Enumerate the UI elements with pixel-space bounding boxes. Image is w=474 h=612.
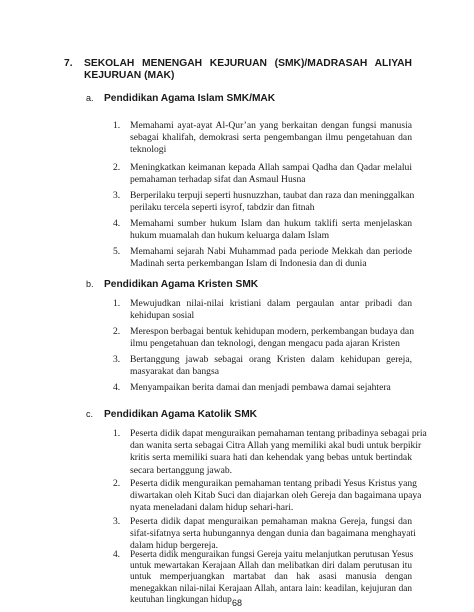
item-number: 5.: [113, 246, 121, 257]
item-line: perilaku tercela seperti isyrof, tabdzir dan fitnah: [130, 202, 315, 214]
subsection-letter: a.: [86, 93, 94, 103]
list-item: [113, 478, 422, 515]
item-line: Madinah serta perkembangan Islam di Indonesia dan di dunia: [130, 258, 367, 270]
item-line: untuk mewartakan Kerajaan Allah dan melibatkan diri dalam perutusan itu: [130, 561, 412, 572]
list-item: [113, 162, 412, 186]
list-item: [113, 190, 415, 214]
item-number: 2.: [113, 326, 121, 337]
item-line: hukum muamalah dan hukum keluarga dalam Islam: [130, 230, 330, 242]
page-number: 68: [231, 598, 242, 608]
section-number: 7.: [64, 58, 73, 69]
list-item: [113, 246, 412, 270]
item-line: dalam hidup bergereja.: [130, 540, 218, 552]
section-title-line-1: SEKOLAH MENENGAH KEJURUAN (SMK)/MADRASAH ALIYAH: [84, 58, 412, 69]
item-line: kritis serta memiliki suara hati dan kehendak yang bebas untuk bertindak: [130, 452, 412, 464]
item-line: Memahami ayat-ayat Al-Qur’an yang berkaitan dengan fungsi manusia: [130, 120, 412, 131]
item-line: ilmu pengetahuan dan teknologi, dengan mengacu pada ajaran Kristen: [130, 338, 400, 350]
list-item: [113, 354, 412, 378]
item-number: 4.: [113, 382, 121, 393]
item-line: menegakkan nilai-nilai Kerajaan Allah, antara lain: keadilan, kejujuran dan: [130, 583, 412, 594]
section-heading: [64, 58, 412, 82]
item-line: Bertanggung jawab sebagai orang Kristen dalam kehidupan gereja,: [130, 354, 412, 365]
item-line: masyarakat dan bangsa: [130, 366, 219, 378]
section-title-line-2: KEJURUAN (MAK): [84, 70, 175, 81]
item-line: sifat-sifatnya serta hubungannya dengan dunia dan bagaimana menghayati: [130, 528, 416, 540]
item-line: Menyampaikan berita damai dan menjadi pembawa damai sejahtera: [130, 382, 391, 393]
item-line: Memahami sumber hukum Islam dan hukum taklifi serta menjelaskan: [130, 218, 412, 229]
item-number: 3.: [113, 354, 121, 365]
item-line: kehidupan sosial: [130, 310, 195, 322]
item-number: 1.: [113, 298, 121, 309]
item-number: 1.: [113, 120, 121, 131]
item-line: keutuhan lingkungan hidup: [130, 594, 232, 605]
subsection-letter: b.: [86, 279, 94, 289]
item-line: teknologi: [130, 144, 167, 156]
list-item: [113, 382, 412, 394]
subsection-title: Pendidikan Agama Katolik SMK: [104, 409, 258, 420]
list-item: [113, 326, 414, 350]
subsection-heading-kristen: [86, 278, 258, 291]
item-line: Memahami sejarah Nabi Muhammad pada periode Mekkah dan periode: [130, 246, 412, 257]
item-line: diwartakan oleh Kitab Suci dan diajarkan oleh Gereja dan bagaimana upaya: [130, 490, 422, 502]
item-number: 1.: [113, 428, 121, 439]
list-item: [113, 516, 416, 553]
subsection-letter: c.: [86, 409, 94, 419]
list-item: [113, 120, 412, 157]
item-line: untuk memperjuangkan martabat dan hak asasi manusia dengan: [130, 572, 412, 583]
list-item: [113, 218, 412, 242]
item-line: Peserta didik menguraikan pemahaman tentang pribadi Yesus Kristus yang: [130, 478, 417, 489]
subsection-title: Pendidikan Agama Islam SMK/MAK: [104, 93, 276, 104]
subsection-heading-katolik: [86, 408, 257, 421]
item-line: sebagai khalifah, demokrasi serta pengembangan ilmu pengetahuan dan: [130, 132, 412, 144]
item-line: Meningkatkan keimanan kepada Allah sampai Qadha dan Qadar melalui: [130, 162, 412, 173]
item-line: Peserta didik dapat menguraikan pemahaman tentang pribadinya sebagai pria: [130, 428, 427, 439]
item-number: 3.: [113, 190, 121, 201]
item-line: Berperilaku terpuji seperti husnuzzhan, taubat dan raza dan meninggalkan: [130, 190, 415, 201]
list-item: [113, 298, 412, 322]
item-line: pemahaman terhadap sifat dan Asmaul Husna: [130, 174, 306, 186]
item-number: 4.: [113, 550, 120, 560]
list-item: [113, 428, 427, 477]
subsection-heading-islam: [86, 92, 275, 105]
item-line: nyata meneladani dalam hidup sehari-hari.: [130, 502, 294, 514]
item-number: 2.: [113, 478, 121, 489]
item-line: Peserta didik menguraikan fungsi Gereja yaitu melanjutkan perutusan Yesus: [130, 550, 414, 560]
item-number: 4.: [113, 218, 121, 229]
item-number: 3.: [113, 516, 121, 527]
item-line: Merespon berbagai bentuk kehidupan modern, perkembangan budaya dan: [130, 326, 414, 337]
item-line: secara bertanggung jawab.: [130, 464, 233, 476]
subsection-title: Pendidikan Agama Kristen SMK: [104, 279, 259, 290]
item-line: Peserta didik dapat menguraikan pemahaman makna Gereja, fungsi dan: [130, 516, 412, 527]
item-line: Mewujudkan nilai-nilai kristiani dalam pergaulan antar pribadi dan: [130, 298, 412, 309]
item-line: dan wanita serta sebagai Citra Allah yang memiliki akal budi untuk berpikir: [130, 440, 422, 452]
item-number: 2.: [113, 162, 121, 173]
